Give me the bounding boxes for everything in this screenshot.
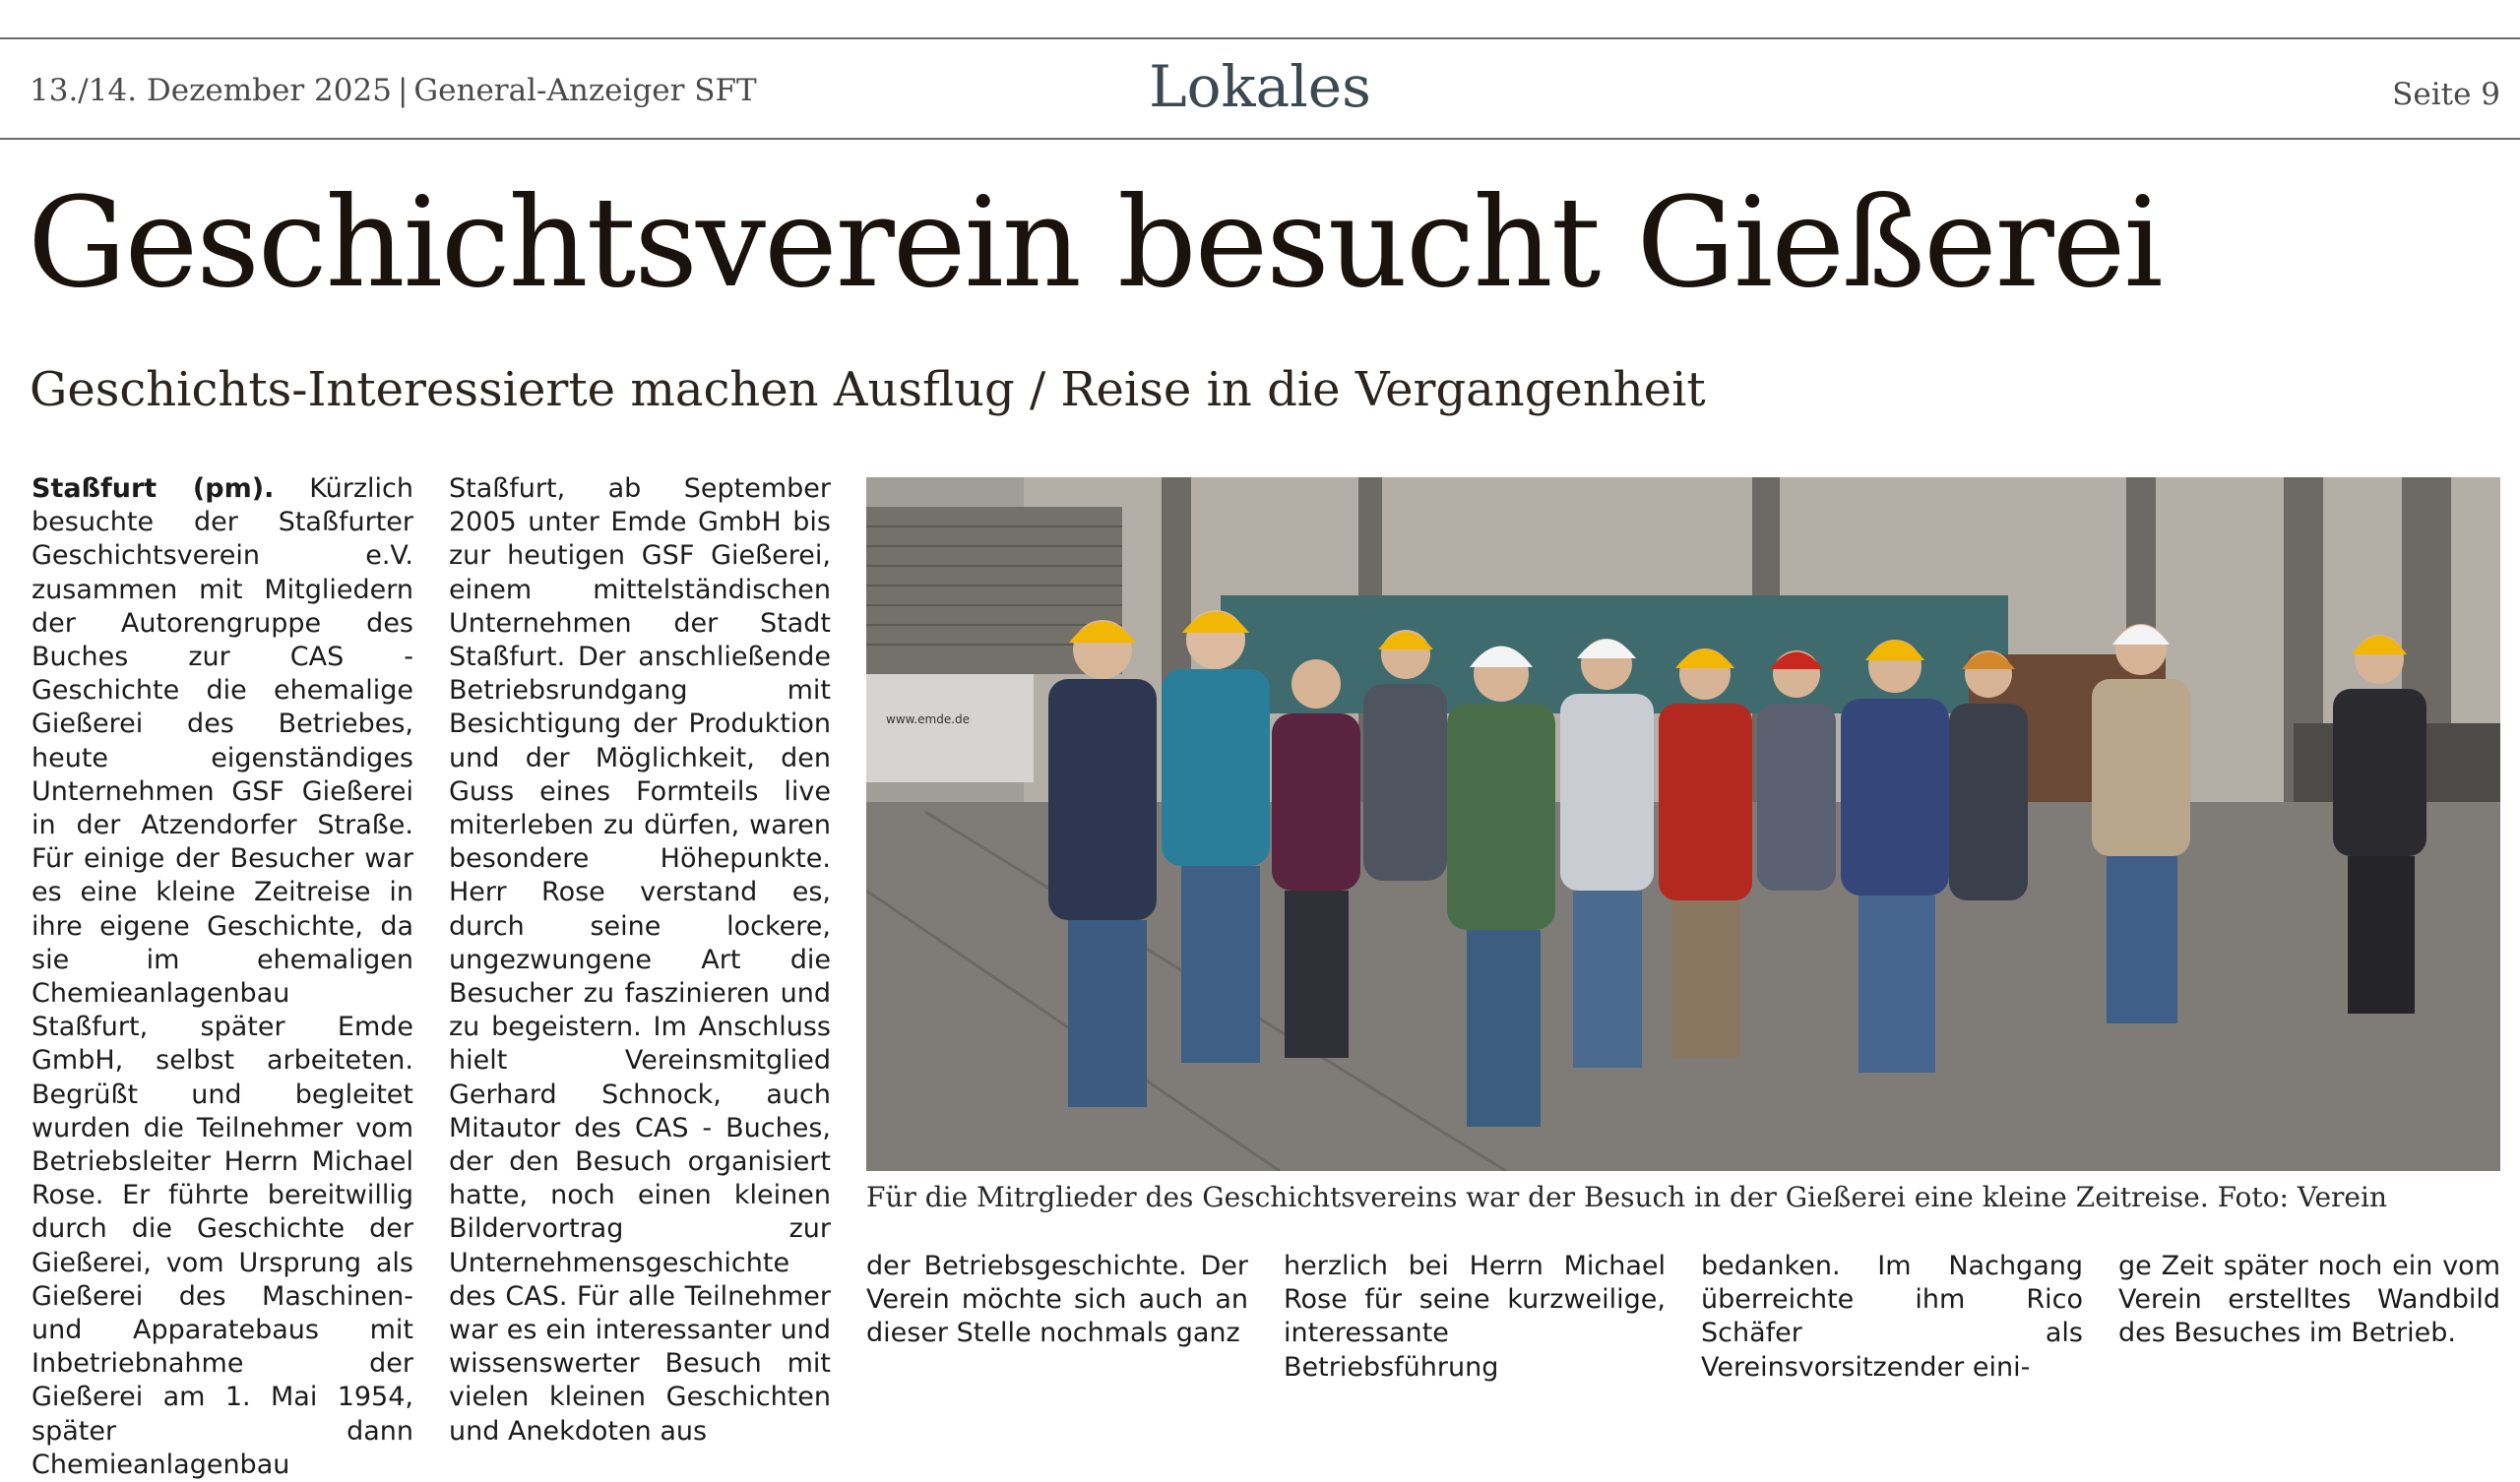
header-bottom-rule <box>0 138 2520 140</box>
section-title: Lokales <box>1149 53 1371 120</box>
article-photo <box>866 477 2500 1171</box>
article-column-1-text: Kürzlich besuchte der Staßfurter Geschichtsverein e.V. zusammen mit Mitgliedern der Autorengruppe des Buches zur CAS - Geschichte die ehemalige Gießerei des Betriebes, heute eigenständiges Unternehmen GSF Gießerei in der Atzendorfer Straße. Für einige der Besucher war es eine kleine Zeitreise in ihre eigene Geschichte, da sie im ehemaligen Chemieanlagenbau Staßfurt, später Emde GmbH, selbst arbeiteten. Begrüßt und begleitet wurden die Teilnehmer vom Betriebsleiter Herrn Michael Rose. Er führte bereitwillig durch die Geschichte der Gießerei, vom Ursprung als Gießerei des Maschinen- und Apparatebaus mit Inbetriebnahme der Gießerei am 1. Mai 1954, später dann Chemieanlagenbau <box>32 473 413 1480</box>
article-dateline: Staßfurt (pm). <box>32 473 275 504</box>
photo-sign-text: www.emde.de <box>886 712 971 726</box>
photo-caption: Für die Mitrglieder des Geschichtsvereins war der Besuch in der Gießerei eine kleine Zeitreise. Foto: Verein <box>866 1181 2387 1213</box>
article-column-5: bedanken. Im Nachgang überreichte ihm Rico Schäfer als Vereinsvorsitzender eini- <box>1701 1251 2083 1383</box>
article-column-1 <box>32 472 413 1482</box>
article-headline: Geschichtsverein besucht Gießerei <box>28 170 2162 315</box>
issue-separator: | <box>397 73 409 108</box>
page-number: Seite 9 <box>2392 77 2500 112</box>
issue-date: 13./14. Dezember 2025 <box>30 73 392 108</box>
article-column-2: Staßfurt, ab September 2005 unter Emde GmbH bis zur heutigen GSF Gießerei, einem mittelständischen Unternehmen der Stadt Staßfurt. Der anschließende Betriebsrundgang mit Besichtigung der Produktion und der Möglichkeit, den Guss eines Formteils live miterleben zu dürfen, waren besondere Höhepunkte. Herr Rose verstand es, durch seine lockere, ungezwungene Art die Besucher zu faszinieren und zu begeistern. Im Anschluss hielt Vereinsmitglied Gerhard Schnock, auch Mitautor des CAS - Buches, der den Besuch organisiert hatte, noch einen kleinen Bildervortrag zur Unternehmensgeschichte des CAS. Für alle Teilnehmer war es ein interessanter und wissenswerter Besuch mit vielen kleinen Geschichten und Anekdoten aus <box>449 473 831 1447</box>
article-subheadline: Geschichts-Interessierte machen Ausflug / Reise in die Vergangenheit <box>30 362 1706 417</box>
article-column-4: herzlich bei Herrn Michael Rose für seine kurzweilige, interessante Betriebsführung <box>1284 1251 1666 1383</box>
publication-name: General-Anzeiger SFT <box>413 73 757 108</box>
article-column-6: ge Zeit später noch ein vom Verein erstelltes Wandbild des Besuches im Betrieb. <box>2118 1251 2500 1349</box>
article-column-3: der Betriebsgeschichte. Der Verein möchte sich auch an dieser Stelle nochmals ganz <box>866 1251 1248 1349</box>
header-top-rule <box>0 37 2520 39</box>
